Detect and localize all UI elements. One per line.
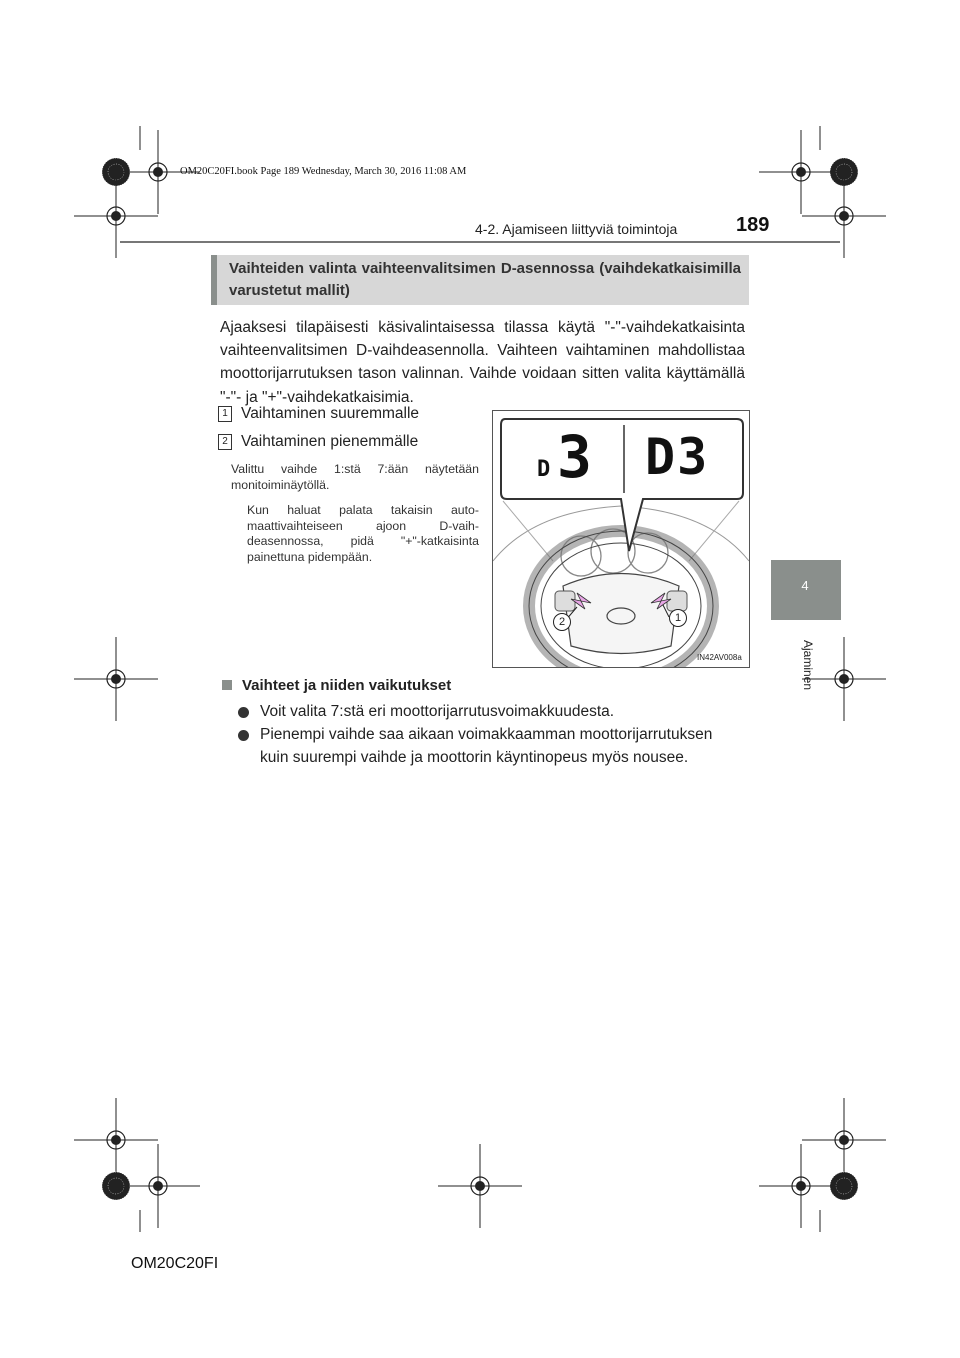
gear-display-right: D3 [645,428,710,486]
bullet-text: Pienempi vaihde saa aikaan voimakkaamman moottorijarrutuksen kuin suurempi vaihde ja moottorin käyntinopeus myös nousee. [260,726,713,767]
chapter-label: Ajaminen [801,639,815,691]
callout-1: 1 [669,609,687,627]
section-heading-text: Vaihteiden valinta vaihteenvalitsimen D-asennossa (vaihdekatkaisimilla varustetut mallit) [229,260,741,299]
bullet-icon [238,730,249,741]
steering-wheel-illustration [493,411,749,667]
section-heading [211,255,749,305]
bullet-icon [238,707,249,718]
steering-wheel-figure [492,410,750,668]
section-title: 4-2. Ajamiseen liittyviä toimintoja [475,221,678,237]
sub-heading [222,677,451,694]
chapter-number: 4 [801,578,809,593]
item-text: Vaihtaminen suuremmalle [241,405,420,422]
note-paragraph: Valittu vaihde 1:stä 7:ään näytetään monitoiminäytöllä. [231,462,479,492]
figure-code: IN42AV008a [697,653,742,662]
list-item [218,433,418,451]
list-item [238,723,745,769]
square-bullet-icon [222,680,232,690]
callout-2: 2 [553,613,571,631]
footer-code: OM20C20FI [131,1255,219,1272]
intro-paragraph: Ajaaksesi tilapäisesti käsivalintaisessa tilassa käytä "-"-vaihdekatkaisinta vaihteenvalitsimen D-vaihdeasennolla. Vaihteen vaihtaminen mahdollistaa moottorijarrutuksen tason valinnan. Vaihde voidaan sitten valita käyttämällä "-"- ja "+"-vaihdekatkaisimia. [220,319,745,406]
bullet-text: Voit valita 7:stä eri moottorijarrutusvoimakkuudesta. [260,703,615,720]
gear-display-left: 3 [557,423,592,491]
item-number: 1 [218,406,232,422]
header-rule [120,241,840,243]
list-item [218,405,419,423]
gear-display-prefix: D [537,457,551,482]
book-stamp: OM20C20FI.book Page 189 Wednesday, March 30, 2016 11:08 AM [180,166,467,177]
list-item [238,700,745,723]
page-number: 189 [736,214,770,236]
note-paragraph: Kun haluat palata takaisin automaattivaihteiseen ajoon D-vaihdeasennossa, pidä "+"-katkaisinta painettuna pidempään. [247,503,479,564]
sub-heading-text: Vaihteet ja niiden vaikutukset [242,677,452,694]
item-text: Vaihtaminen pienemmälle [241,433,419,450]
item-number: 2 [218,434,232,450]
